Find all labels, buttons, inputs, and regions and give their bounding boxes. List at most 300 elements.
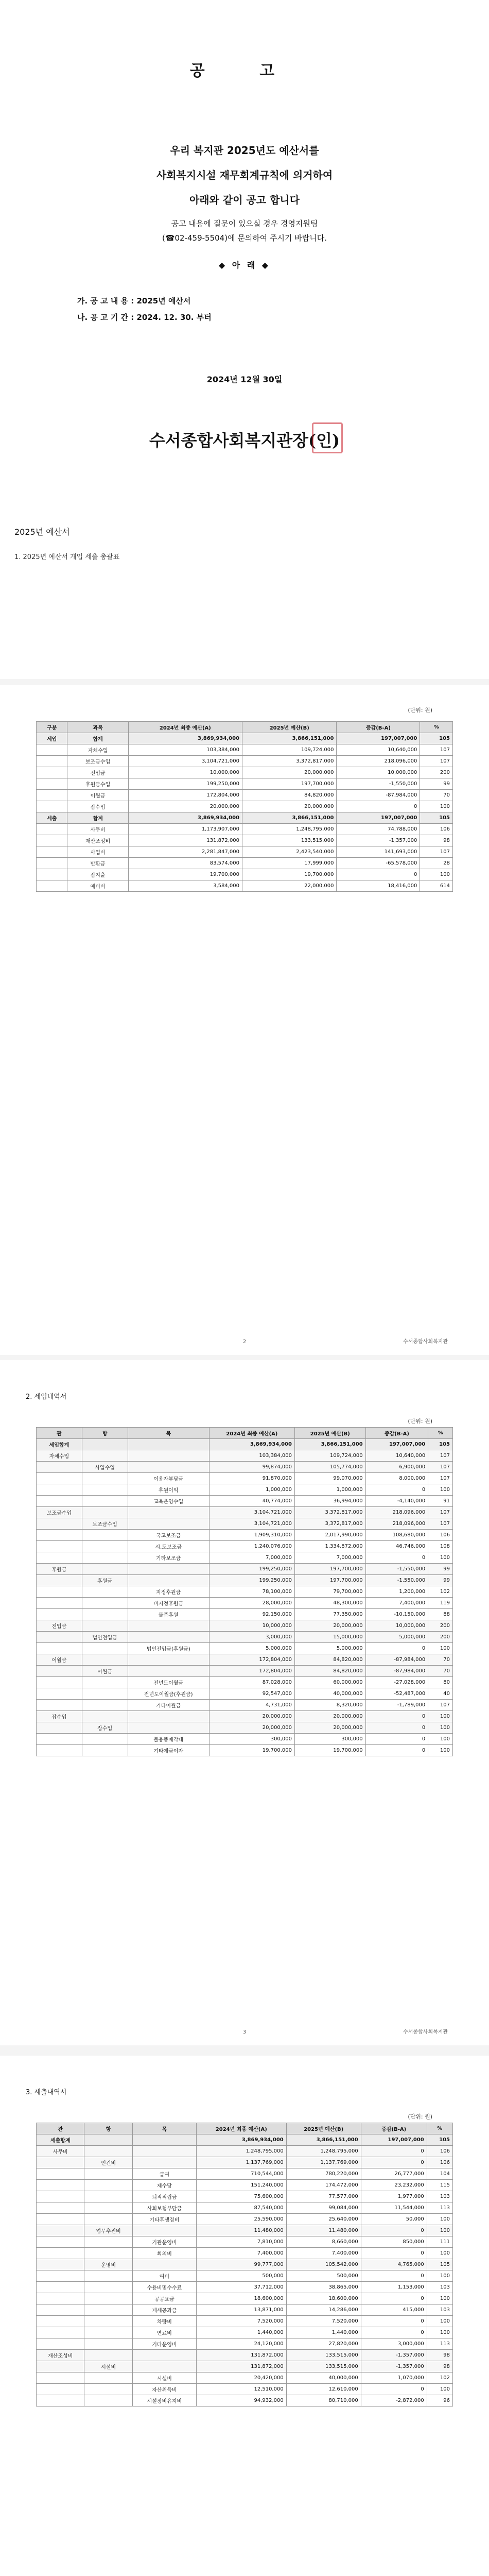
table-cell: 74,788,000 xyxy=(337,824,420,835)
table-cell: 0 xyxy=(337,869,420,880)
table-cell: 37,712,000 xyxy=(196,2282,286,2293)
table-cell: 11,480,000 xyxy=(196,2225,286,2236)
table-cell: 이월금 xyxy=(67,790,128,801)
table-cell: 12,510,000 xyxy=(196,2384,286,2395)
table-cell: 197,700,000 xyxy=(242,778,337,790)
table-cell xyxy=(37,2304,84,2316)
table-row xyxy=(37,2282,453,2293)
table-cell xyxy=(82,1530,128,1541)
table-row xyxy=(37,1677,453,1688)
table-cell: 850,000 xyxy=(361,2236,427,2248)
table-cell: 70 xyxy=(428,1654,453,1666)
table-cell: 1,440,000 xyxy=(286,2327,361,2338)
table-cell xyxy=(84,2395,132,2406)
table-header-row xyxy=(37,722,453,733)
table-row xyxy=(37,2384,453,2395)
notice-intro xyxy=(0,138,489,212)
table-cell: 급여 xyxy=(132,2168,196,2180)
column-header: 목 xyxy=(128,1428,209,1439)
table-cell: 19,700,000 xyxy=(128,869,242,880)
table-cell: 105 xyxy=(420,733,453,744)
table-cell: 200 xyxy=(428,1620,453,1632)
table-cell xyxy=(84,2180,132,2191)
table-cell: 3,869,934,000 xyxy=(209,1439,294,1450)
table-cell: 40,774,000 xyxy=(209,1496,294,1507)
table-cell: 3,866,151,000 xyxy=(286,2134,361,2146)
table-cell xyxy=(37,2384,84,2395)
table-cell: 0 xyxy=(361,2225,427,2236)
table-cell xyxy=(82,1507,128,1518)
table-cell: 7,400,000 xyxy=(365,1598,428,1609)
column-header: 2024년 최종 예산(A) xyxy=(209,1428,294,1439)
table-cell: 이월금 xyxy=(37,1654,82,1666)
table-cell: -1,550,000 xyxy=(365,1564,428,1575)
table-cell: 172,804,000 xyxy=(128,790,242,801)
table-cell xyxy=(84,2248,132,2259)
table-cell: 197,007,000 xyxy=(337,733,420,744)
table-row xyxy=(37,1541,453,1552)
table-cell xyxy=(84,2236,132,2248)
table-cell: 92,150,000 xyxy=(209,1609,294,1620)
table-cell: 100 xyxy=(428,1552,453,1564)
table-cell: -1,789,000 xyxy=(365,1700,428,1711)
table-cell: 87,028,000 xyxy=(209,1677,294,1688)
table-cell: 141,693,000 xyxy=(337,846,420,858)
table-cell: 3,000,000 xyxy=(361,2338,427,2350)
table-cell: 물품후원 xyxy=(128,1609,209,1620)
table-row xyxy=(37,2293,453,2304)
table-cell: 104 xyxy=(427,2168,452,2180)
table-cell: 기관운영비 xyxy=(132,2236,196,2248)
table-cell xyxy=(37,1677,82,1688)
table-cell: 3,584,000 xyxy=(128,880,242,892)
table-cell xyxy=(84,2146,132,2157)
table-cell xyxy=(82,1688,128,1700)
notice-contact xyxy=(0,216,489,245)
table-cell xyxy=(128,1518,209,1530)
table-cell: 103 xyxy=(427,2304,452,2316)
table-cell: 1,977,000 xyxy=(361,2191,427,2202)
table-cell: 19,700,000 xyxy=(294,1745,365,1756)
table-cell: 100 xyxy=(420,869,453,880)
table-cell: 99,874,000 xyxy=(209,1462,294,1473)
table-cell xyxy=(84,2384,132,2395)
table-cell xyxy=(84,2372,132,2384)
table-cell: 100 xyxy=(427,2384,452,2395)
table-cell xyxy=(37,2316,84,2327)
table-cell: 99,070,000 xyxy=(294,1473,365,1484)
table-row xyxy=(37,2259,453,2270)
table-cell: -1,550,000 xyxy=(337,778,420,790)
table-cell: 199,250,000 xyxy=(209,1564,294,1575)
table-cell: -87,984,000 xyxy=(337,790,420,801)
table-cell: -1,357,000 xyxy=(361,2361,427,2372)
table-cell: 105,542,000 xyxy=(286,2259,361,2270)
table-cell xyxy=(37,1609,82,1620)
table-row xyxy=(37,2191,453,2202)
table-cell: 197,700,000 xyxy=(294,1564,365,1575)
table-cell: 105 xyxy=(428,1439,453,1450)
table-row xyxy=(37,2180,453,2191)
column-header: 증감(B-A) xyxy=(361,2123,427,2134)
table-row xyxy=(37,869,453,880)
section-title: 2025년 예산서 xyxy=(14,527,70,537)
table-cell: 5,000,000 xyxy=(294,1643,365,1654)
table-cell: 20,000,000 xyxy=(209,1711,294,1722)
table-cell xyxy=(37,1643,82,1654)
table-cell xyxy=(37,1530,82,1541)
table-header-row xyxy=(37,2123,453,2134)
table-cell: 105 xyxy=(420,812,453,824)
table-cell: 기타운영비 xyxy=(132,2338,196,2350)
table-cell: 100 xyxy=(427,2293,452,2304)
table-cell: 107 xyxy=(428,1450,453,1462)
table-cell: 100 xyxy=(428,1711,453,1722)
table-cell: 시설장비유지비 xyxy=(132,2395,196,2406)
table-cell: 18,416,000 xyxy=(337,880,420,892)
table-cell: 0 xyxy=(365,1745,428,1756)
table-cell: 0 xyxy=(365,1734,428,1745)
table-cell: 10,640,000 xyxy=(365,1450,428,1462)
table-cell: 100 xyxy=(427,2214,452,2225)
table-cell: 77,577,000 xyxy=(286,2191,361,2202)
table-row xyxy=(37,1643,453,1654)
table-cell xyxy=(84,2304,132,2316)
table-row xyxy=(37,2236,453,2248)
table-cell xyxy=(37,869,67,880)
table-cell: 102 xyxy=(428,1586,453,1598)
table-cell xyxy=(82,1654,128,1666)
table-cell: 22,000,000 xyxy=(242,880,337,892)
table-row xyxy=(37,1666,453,1677)
table-cell xyxy=(37,1473,82,1484)
table-cell: 국고보조금 xyxy=(128,1530,209,1541)
table-row xyxy=(37,756,453,767)
table-cell: 106 xyxy=(420,824,453,835)
table-row xyxy=(37,744,453,756)
table-cell: 218,096,000 xyxy=(337,756,420,767)
table-row xyxy=(37,1711,453,1722)
table-cell: 3,104,721,000 xyxy=(209,1507,294,1518)
table-cell: 전년도이월금 xyxy=(128,1677,209,1688)
table-cell: 70 xyxy=(420,790,453,801)
table-cell: 197,007,000 xyxy=(337,812,420,824)
table-cell: 7,000,000 xyxy=(294,1552,365,1564)
column-header: 구분 xyxy=(37,722,67,733)
table-cell xyxy=(132,2259,196,2270)
table-cell: 0 xyxy=(365,1711,428,1722)
table-row xyxy=(37,2338,453,2350)
table-cell: 105 xyxy=(427,2134,452,2146)
expenditure-page xyxy=(0,2056,489,2576)
table-cell xyxy=(37,2327,84,2338)
table-cell: 36,994,000 xyxy=(294,1496,365,1507)
table-cell: 1,248,795,000 xyxy=(242,824,337,835)
table-cell xyxy=(37,880,67,892)
table-cell: -52,487,000 xyxy=(365,1688,428,1700)
table-cell: 131,872,000 xyxy=(196,2361,286,2372)
table-cell: 300,000 xyxy=(294,1734,365,1745)
notice-items xyxy=(77,293,212,326)
table-row xyxy=(37,2225,453,2236)
table-cell: 자산취득비 xyxy=(132,2384,196,2395)
table-cell xyxy=(82,1711,128,1722)
table-cell xyxy=(37,2236,84,2248)
table-cell: 99 xyxy=(420,778,453,790)
table-cell: 10,000,000 xyxy=(365,1620,428,1632)
table-row xyxy=(37,1484,453,1496)
table-cell: 수용비및수수료 xyxy=(132,2282,196,2293)
table-cell: 98 xyxy=(427,2361,452,2372)
table-cell: 70 xyxy=(428,1666,453,1677)
table-cell: 기타보조금 xyxy=(128,1552,209,1564)
table-cell: 0 xyxy=(365,1484,428,1496)
table-cell: 100 xyxy=(420,801,453,812)
table-cell xyxy=(128,1575,209,1586)
table-cell xyxy=(84,2191,132,2202)
table-cell xyxy=(128,1450,209,1462)
table-cell xyxy=(37,1575,82,1586)
table-cell: 99 xyxy=(428,1564,453,1575)
table-cell: 18,600,000 xyxy=(196,2293,286,2304)
table-cell: 세출 xyxy=(37,812,67,824)
table-row xyxy=(37,2304,453,2316)
table-cell: 84,820,000 xyxy=(294,1654,365,1666)
table-cell xyxy=(82,1541,128,1552)
table-cell xyxy=(37,1722,82,1734)
table-cell: 109,724,000 xyxy=(242,744,337,756)
table-cell: 잡지출 xyxy=(67,869,128,880)
table-row xyxy=(37,1654,453,1666)
table-cell: 교육운영수입 xyxy=(128,1496,209,1507)
table-cell: 10,000,000 xyxy=(337,767,420,778)
table-cell: 27,820,000 xyxy=(286,2338,361,2350)
intro-line: 아래와 같이 공고 합니다 xyxy=(189,194,300,206)
table-cell xyxy=(37,858,67,869)
table-cell: 15,000,000 xyxy=(294,1632,365,1643)
table-row xyxy=(37,1564,453,1575)
table-cell: 0 xyxy=(361,2157,427,2168)
table-cell: 8,000,000 xyxy=(365,1473,428,1484)
table-cell xyxy=(37,2361,84,2372)
table-cell: 후원금 xyxy=(82,1575,128,1586)
unit-label: (단위: 원) xyxy=(408,707,432,714)
table-cell xyxy=(84,2338,132,2350)
table-cell xyxy=(37,1518,82,1530)
column-header: 2025년 예산(B) xyxy=(294,1428,365,1439)
table-cell xyxy=(84,2134,132,2146)
table-row xyxy=(37,1734,453,1745)
table-cell: 기타예금이자 xyxy=(128,1745,209,1756)
table-cell: 200 xyxy=(420,767,453,778)
table-cell: 20,000,000 xyxy=(242,767,337,778)
table-cell: 세입 xyxy=(37,733,67,744)
table-cell: 48,300,000 xyxy=(294,1598,365,1609)
table-row xyxy=(37,2270,453,2282)
table-cell: 1,000,000 xyxy=(209,1484,294,1496)
table-row xyxy=(37,2202,453,2214)
table-cell: 28 xyxy=(420,858,453,869)
table-cell: 인건비 xyxy=(84,2157,132,2168)
table-cell xyxy=(82,1586,128,1598)
page-footer-org: 수서종합사회복지관 xyxy=(403,2029,448,2035)
table-cell: 세출합계 xyxy=(37,2134,84,2146)
table-cell: 107 xyxy=(420,846,453,858)
table-cell: 보조금수입 xyxy=(67,756,128,767)
table-cell xyxy=(84,2202,132,2214)
column-header: % xyxy=(427,2123,452,2134)
notice-item: 나. 공 고 기 간 : 2024. 12. 30. 부터 xyxy=(77,313,212,322)
table-cell: 40 xyxy=(428,1688,453,1700)
table-cell: 46,746,000 xyxy=(365,1541,428,1552)
table-cell: 10,000,000 xyxy=(128,767,242,778)
table-cell xyxy=(37,1734,82,1745)
table-cell: 자체수입 xyxy=(67,744,128,756)
table-row xyxy=(37,846,453,858)
summary-table xyxy=(36,721,453,892)
table-cell: 172,804,000 xyxy=(209,1666,294,1677)
contact-line: 공고 내용에 질문이 있으실 경우 경영지원팀 xyxy=(171,219,318,228)
table-cell: 107 xyxy=(428,1507,453,1518)
column-header: 2024년 최종 예산(A) xyxy=(196,2123,286,2134)
table-row xyxy=(37,2134,453,2146)
table-cell: 비지정후원금 xyxy=(128,1598,209,1609)
table-cell xyxy=(128,1439,209,1450)
table-cell xyxy=(84,2327,132,2338)
table-cell: 3,869,934,000 xyxy=(128,733,242,744)
table-row xyxy=(37,1473,453,1484)
table-cell: 13,871,000 xyxy=(196,2304,286,2316)
page-footer-org: 수서종합사회복지관 xyxy=(403,1339,448,1345)
table-cell xyxy=(37,1552,82,1564)
table-cell: 합계 xyxy=(67,812,128,824)
table-cell: 107 xyxy=(428,1700,453,1711)
organization-signature xyxy=(0,428,489,451)
table-cell: 17,999,000 xyxy=(242,858,337,869)
table-row xyxy=(37,1632,453,1643)
table-cell: 3,372,817,000 xyxy=(242,756,337,767)
table-cell xyxy=(82,1496,128,1507)
table-cell xyxy=(37,824,67,835)
table-cell xyxy=(128,1620,209,1632)
table-cell: 500,000 xyxy=(196,2270,286,2282)
table-cell: 20,000,000 xyxy=(294,1620,365,1632)
table-row xyxy=(37,2372,453,2384)
table-cell: 불용품매각대 xyxy=(128,1734,209,1745)
table-cell: 20,000,000 xyxy=(242,801,337,812)
table-cell xyxy=(37,744,67,756)
notice-item: 가. 공 고 내 용 : 2025년 예산서 xyxy=(77,296,191,306)
table-cell: 3,000,000 xyxy=(209,1632,294,1643)
table-cell xyxy=(82,1734,128,1745)
table-cell: -27,028,000 xyxy=(365,1677,428,1688)
table-cell: 사업수입 xyxy=(82,1462,128,1473)
table-cell: 퇴직적립금 xyxy=(132,2191,196,2202)
table-cell: 재산조성비 xyxy=(37,2350,84,2361)
table-cell: 24,120,000 xyxy=(196,2338,286,2350)
table-cell: 법인전입금 xyxy=(82,1632,128,1643)
table-cell: 98 xyxy=(427,2350,452,2361)
table-row xyxy=(37,1700,453,1711)
table-cell xyxy=(128,1722,209,1734)
table-cell: 99,084,000 xyxy=(286,2202,361,2214)
table-cell: 25,640,000 xyxy=(286,2214,361,2225)
table-cell: 1,000,000 xyxy=(294,1484,365,1496)
table-cell: 10,640,000 xyxy=(337,744,420,756)
table-cell: 20,420,000 xyxy=(196,2372,286,2384)
column-header: 목 xyxy=(132,2123,196,2134)
table-cell: 40,000,000 xyxy=(286,2372,361,2384)
table-cell: 여비 xyxy=(132,2270,196,2282)
table-cell: 94,932,000 xyxy=(196,2395,286,2406)
table-cell: 78,100,000 xyxy=(209,1586,294,1598)
table-cell: 107 xyxy=(428,1518,453,1530)
table-cell: 3,866,151,000 xyxy=(242,733,337,744)
table-cell: 99 xyxy=(428,1575,453,1586)
table-cell: 780,220,000 xyxy=(286,2168,361,2180)
table-cell: 1,248,795,000 xyxy=(196,2146,286,2157)
table-cell: 113 xyxy=(427,2202,452,2214)
table-cell xyxy=(37,1666,82,1677)
table-cell: 전입금 xyxy=(67,767,128,778)
table-cell: 4,765,000 xyxy=(361,2259,427,2270)
table-cell: 제수당 xyxy=(132,2180,196,2191)
table-cell xyxy=(128,1564,209,1575)
table-cell: 107 xyxy=(428,1462,453,1473)
table-row xyxy=(37,1462,453,1473)
table-row xyxy=(37,801,453,812)
table-cell xyxy=(82,1450,128,1462)
table-row xyxy=(37,2395,453,2406)
table-cell: 잡수입 xyxy=(37,1711,82,1722)
table-cell: 법인전입금(후원금) xyxy=(128,1643,209,1654)
table-row xyxy=(37,2248,453,2259)
table-cell xyxy=(37,1688,82,1700)
table-cell xyxy=(82,1473,128,1484)
table-cell: 11,480,000 xyxy=(286,2225,361,2236)
table-cell: 0 xyxy=(365,1643,428,1654)
table-cell: 사회보험부담금 xyxy=(132,2202,196,2214)
table-row xyxy=(37,2327,453,2338)
table-cell: 1,909,310,000 xyxy=(209,1530,294,1541)
table-cell: 199,250,000 xyxy=(209,1575,294,1586)
table-cell: 1,334,872,000 xyxy=(294,1541,365,1552)
table-cell xyxy=(37,2259,84,2270)
table-cell: 87,540,000 xyxy=(196,2202,286,2214)
column-header: 2025년 예산(B) xyxy=(242,722,337,733)
table-header-row xyxy=(37,1428,453,1439)
table-cell: 8,660,000 xyxy=(286,2236,361,2248)
table-cell: 전입금 xyxy=(37,1620,82,1632)
column-header: 항 xyxy=(82,1428,128,1439)
table-cell: 1,137,769,000 xyxy=(196,2157,286,2168)
table-row xyxy=(37,858,453,869)
table-cell: 108 xyxy=(428,1541,453,1552)
table-cell xyxy=(84,2270,132,2282)
table-cell: 26,777,000 xyxy=(361,2168,427,2180)
table-cell xyxy=(37,1462,82,1473)
table-cell: 업무추진비 xyxy=(84,2225,132,2236)
table-cell: 제세공과금 xyxy=(132,2304,196,2316)
table-row xyxy=(37,1507,453,1518)
table-cell: 14,286,000 xyxy=(286,2304,361,2316)
table-cell xyxy=(84,2168,132,2180)
page-number: 2 xyxy=(242,1339,247,1345)
table-cell xyxy=(132,2361,196,2372)
table-row xyxy=(37,2214,453,2225)
table-cell: 후원금 xyxy=(37,1564,82,1575)
table-cell: 18,600,000 xyxy=(286,2293,361,2304)
